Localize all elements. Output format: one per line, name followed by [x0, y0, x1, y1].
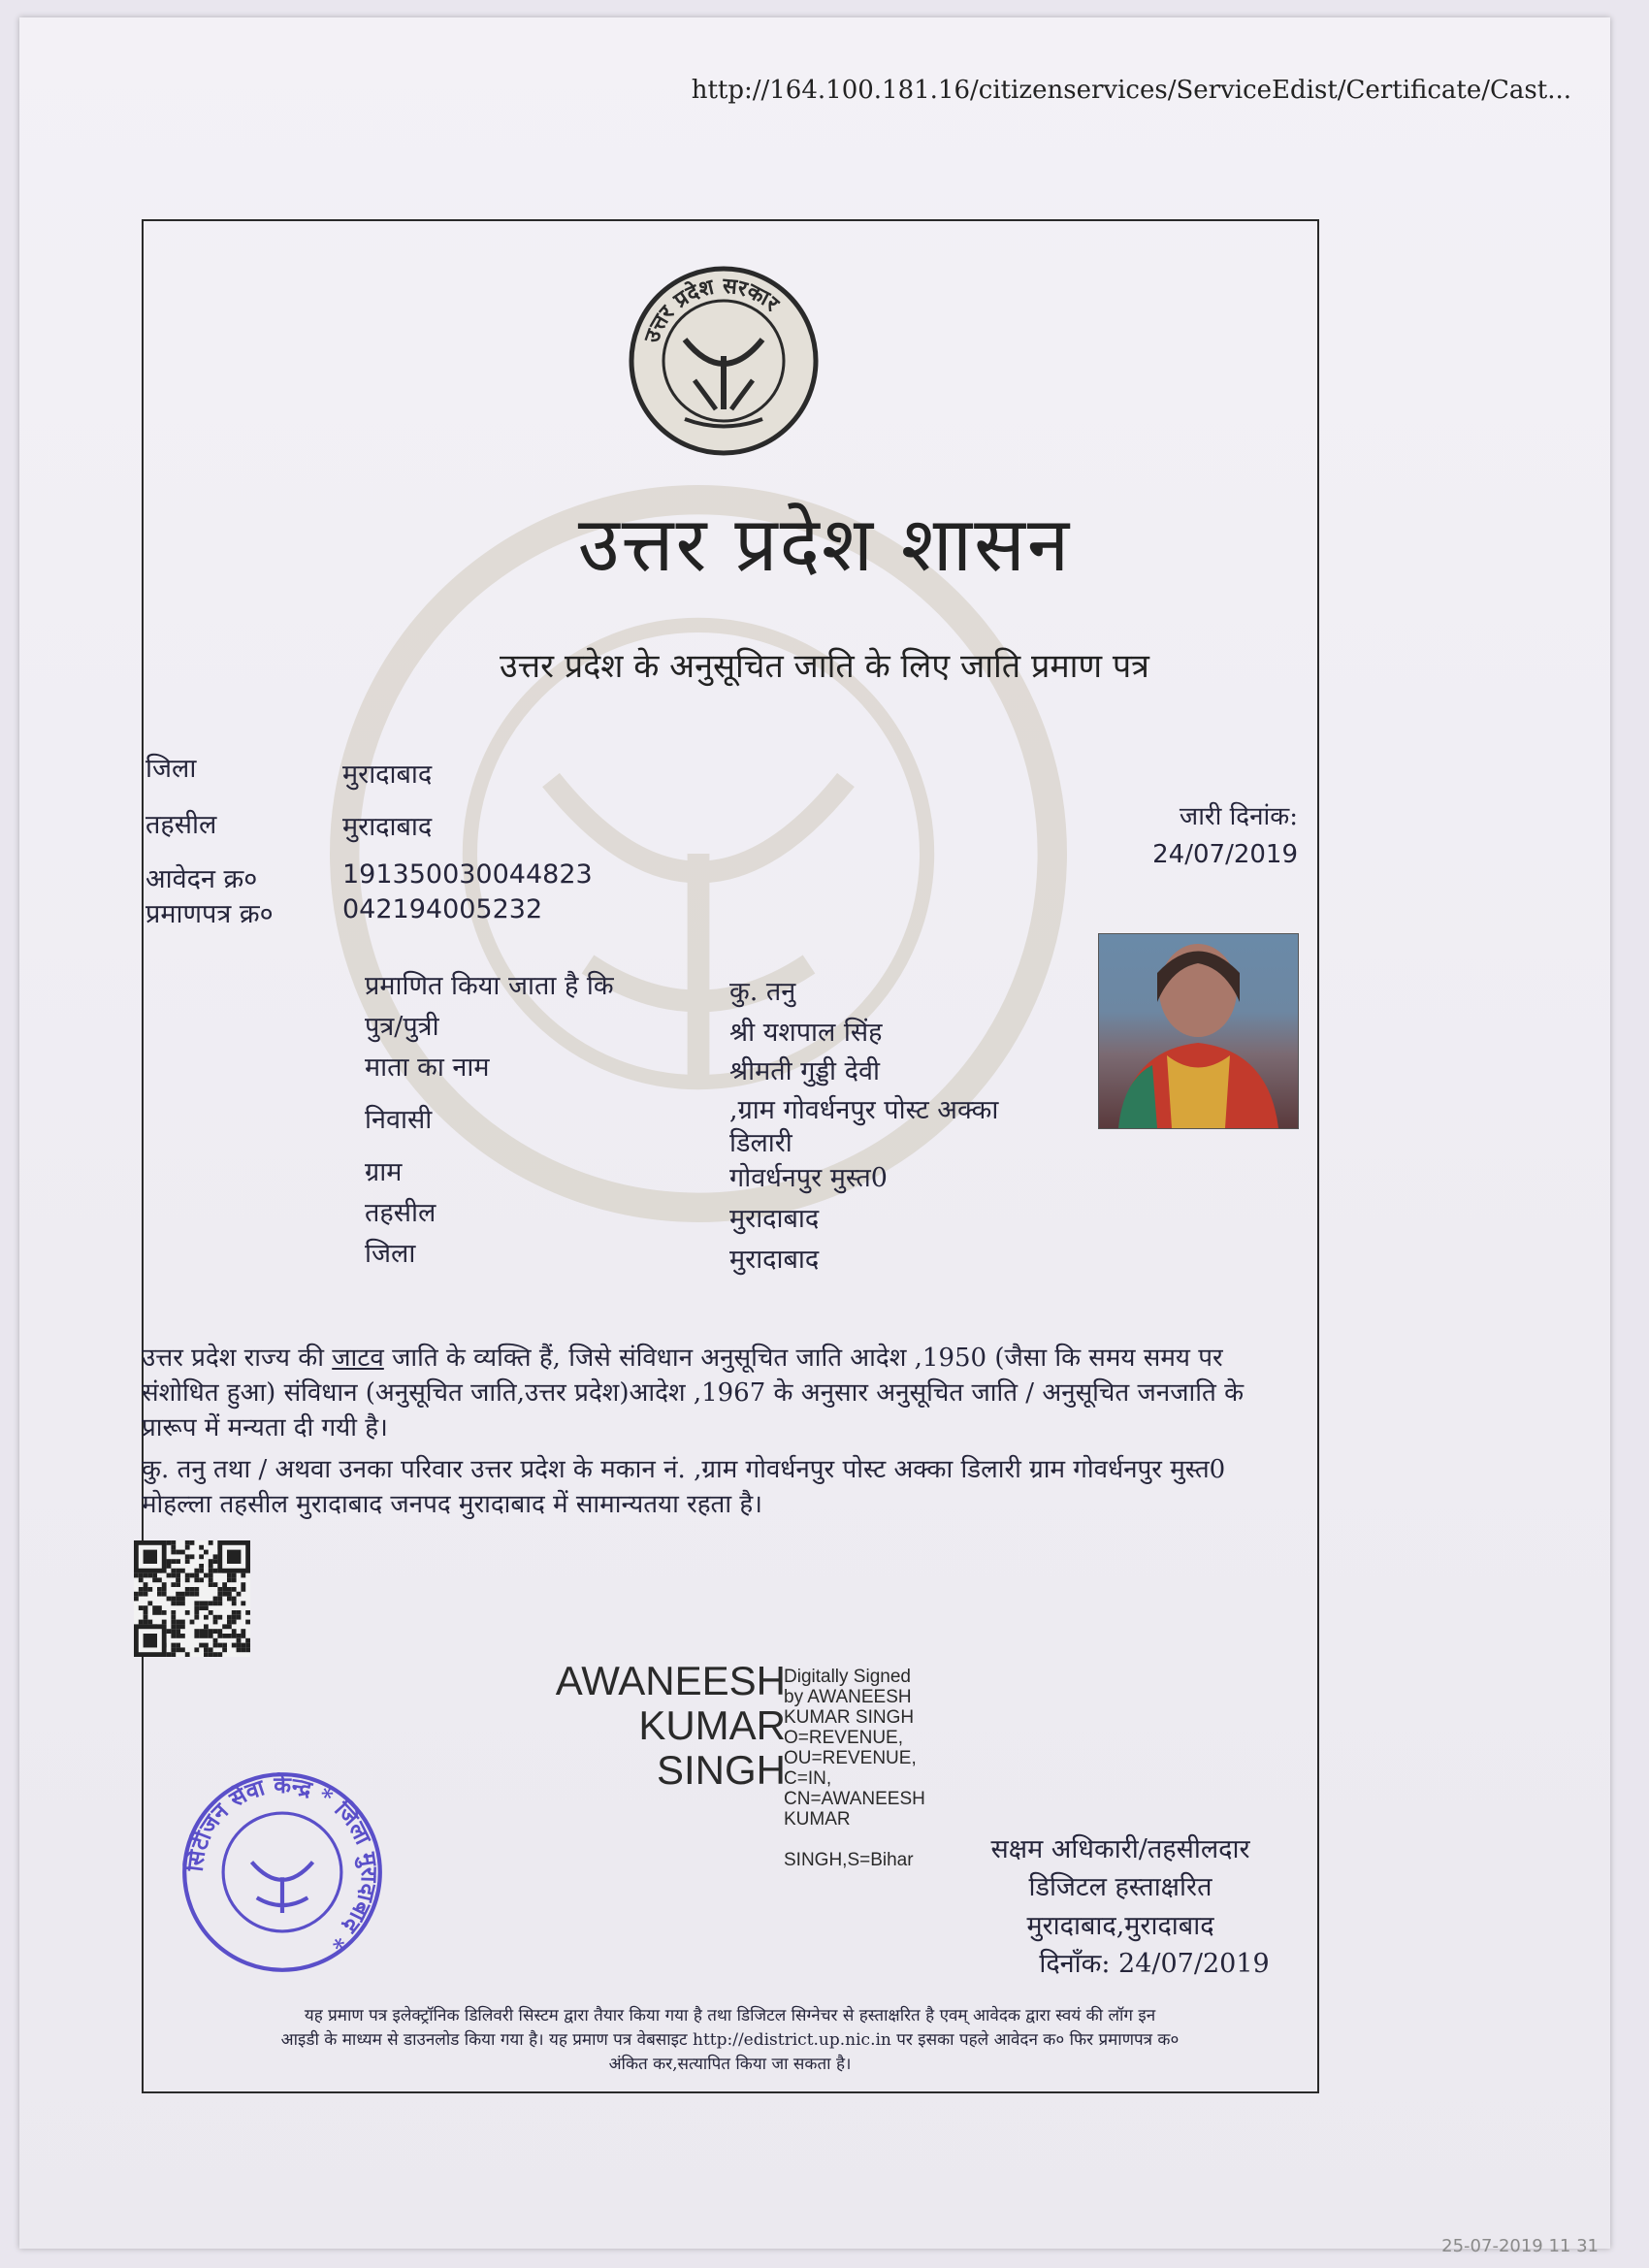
issue-date-block	[1152, 797, 1298, 869]
footer-line3: अंकित कर,सत्यापित किया जा सकता है।	[608, 2055, 852, 2074]
digital-signed-label: डिजिटल हस्ताक्षरित	[1028, 1872, 1212, 1902]
resident-value-line1: ,ग्राम गोवर्धनपुर पोस्ट अक्का	[729, 1095, 999, 1125]
certificate-number: 042194005232	[342, 894, 543, 924]
child-of-value: श्री यशपाल सिंह	[729, 1018, 883, 1048]
signature-meta-line	[784, 1830, 925, 1850]
footer-line1: यह प्रमाण पत्र इलेक्ट्रॉनिक डिलिवरी सिस्टम द्वारा तैयार किया गया है तथा डिजिटल सिग्नेचर से हस्ताक्षरित है एवम् आवेदक द्वारा स्वयं की लॉग इन	[304, 2006, 1156, 2025]
person-district-label: जिला	[365, 1239, 416, 1269]
official-date: दिनाँक: 24/07/2019	[1039, 1949, 1270, 1979]
resident-label: निवासी	[365, 1105, 433, 1135]
emblem-ring-text: उत्तर प्रदेश सरकार	[639, 273, 785, 346]
page-title: उत्तर प्रदेश शासन	[577, 502, 1072, 589]
qr-code	[134, 1540, 250, 1657]
signature-meta-line: KUMAR	[784, 1809, 851, 1830]
digital-signature-details	[784, 1667, 925, 1870]
person-tehsil-label: तहसील	[365, 1198, 436, 1228]
svg-text:सिटीजन सेवा केन्द्र * जिला मुर	[180, 1771, 382, 1954]
applicant-photo	[1098, 933, 1299, 1129]
caste-name: जाटव	[332, 1344, 384, 1373]
mother-value: श्रीमती गुड्डी देवी	[729, 1056, 880, 1086]
person-district-value: मुरादाबाद	[729, 1245, 820, 1275]
application-label: आवेदन क्र०	[146, 864, 258, 894]
official-place: मुरादाबाद,मुरादाबाद	[1026, 1911, 1214, 1941]
seal-text: सिटीजन सेवा केन्द्र * जिला मुरादाबाद *	[181, 1772, 383, 1955]
certificate-label: प्रमाणपत्र क्र०	[146, 899, 274, 929]
tehsil-label: तहसील	[146, 810, 217, 840]
footer-note	[146, 2004, 1314, 2077]
district-label: जिला	[146, 754, 197, 784]
signature-meta-line: CN=AWANEESH	[784, 1789, 925, 1809]
up-govt-emblem-icon	[627, 264, 821, 458]
footer-line2: आइडी के माध्यम से डाउनलोड किया गया है। यह प्रमाण पत्र वेबसाइट http://edistrict.up.nic.in पर इसका पहले आवेदन क० फिर प्रमाणपत्र क०	[280, 2030, 1180, 2050]
caste-statement	[142, 1341, 1286, 1445]
browser-url: http://164.100.181.16/citizenservices/ServiceEdist/Certificate/Cast...	[691, 76, 1571, 105]
signature-meta-line: C=IN,	[784, 1768, 832, 1789]
residence-statement: कु. तनु तथा / अथवा उनका परिवार उत्तर प्रदेश के मकान नं. ,ग्राम गोवर्धनपुर पोस्ट अक्का डिलारी ग्राम गोवर्धनपुर मुस्त0 मोहल्ला तहसील मुरादाबाद जनपद मुरादाबाद में सामान्यतया रहता है।	[142, 1455, 1226, 1519]
resident-value-line2: डिलारी	[729, 1128, 792, 1158]
signer-name-line1: AWANEESH	[555, 1658, 786, 1703]
signature-meta-line: by AWANEESH	[784, 1687, 912, 1707]
signature-meta-line: Digitally Signed	[784, 1667, 911, 1687]
village-label: ग्राम	[365, 1157, 403, 1187]
signer-name-line3: SINGH	[656, 1747, 786, 1793]
scan-timestamp: 25-07-2019 11 31	[1441, 2236, 1599, 2256]
signer-name-line2: KUMAR	[638, 1702, 786, 1748]
certified-label: प्रमाणित किया जाता है कि	[365, 971, 614, 1001]
mother-label: माता का नाम	[365, 1053, 490, 1083]
signature-meta-line: KUMAR SINGH	[784, 1707, 915, 1728]
citizen-service-seal-icon	[180, 1770, 384, 1974]
certificate-subtitle: उत्तर प्रदेश के अनुसूचित जाति के लिए जाति प्रमाण पत्र	[500, 647, 1149, 686]
person-tehsil-value: मुरादाबाद	[729, 1204, 820, 1234]
application-number: 191350030044823	[342, 859, 593, 890]
caste-statement-part1: उत्तर प्रदेश राज्य की	[142, 1344, 333, 1373]
district-value: मुरादाबाद	[342, 760, 433, 790]
issue-date-label: जारी दिनांक:	[1179, 802, 1298, 831]
caste-statement-part2: जाति के व्यक्ति हैं, जिसे संविधान अनुसूचित जाति आदेश ,1950 (जैसा कि समय समय पर संशोधित हुआ) संविधान (अनुसूचित जाति,उत्तर प्रदेश)आदेश ,1967 के अनुसार अनुसूचित जाति / अनुसूचित जनजाति के प्रारूप में मन्यता दी गयी है।	[142, 1344, 1245, 1442]
tehsil-value: मुरादाबाद	[342, 812, 433, 842]
signature-meta-line: OU=REVENUE,	[784, 1748, 917, 1768]
child-of-label: पुत्र/पुत्री	[365, 1012, 439, 1042]
certified-value: कु. तनु	[729, 977, 796, 1007]
signature-meta-line: SINGH,S=Bihar	[784, 1850, 914, 1870]
village-value: गोवर्धनपुर मुस्त0	[729, 1163, 888, 1193]
official-designation: सक्षम अधिकारी/तहसीलदार	[990, 1834, 1250, 1864]
applicant-photo-image	[1099, 934, 1298, 1128]
issue-date-value: 24/07/2019	[1152, 840, 1298, 869]
signature-meta-line: O=REVENUE,	[784, 1728, 904, 1748]
